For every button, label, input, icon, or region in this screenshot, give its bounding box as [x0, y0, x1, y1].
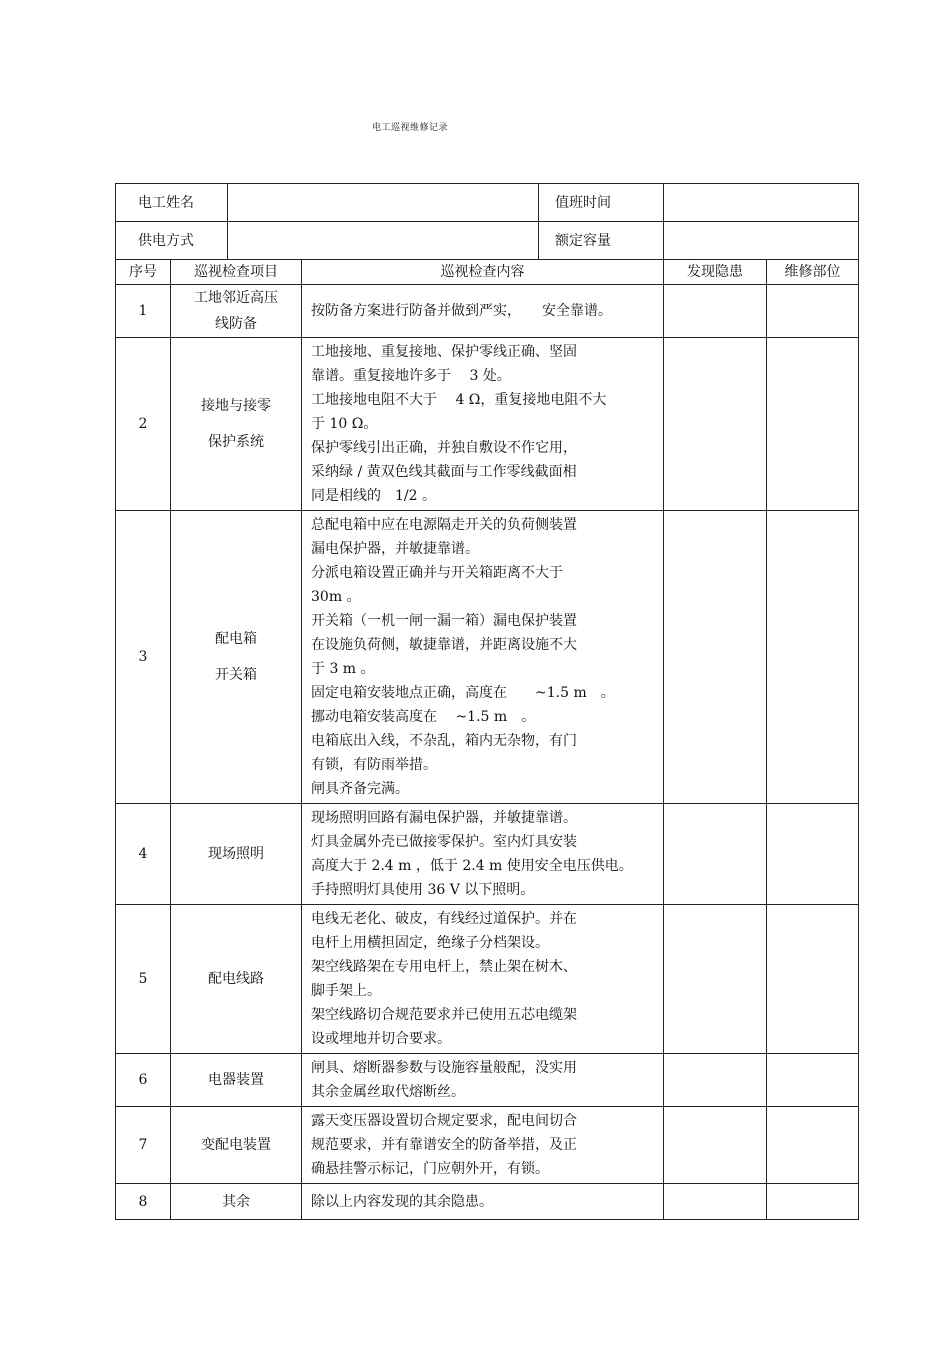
row-content	[302, 905, 664, 1054]
row-content-line: 灯具金属外壳已做接零保护。室内灯具安装	[311, 834, 577, 850]
row-repair-cell[interactable]	[767, 1107, 859, 1184]
row-seq: 6	[116, 1054, 171, 1107]
row-repair-cell[interactable]	[767, 905, 859, 1054]
rated-capacity-value[interactable]	[664, 222, 859, 260]
shift-time-label: 值班时间	[539, 184, 664, 222]
header-hazard: 发现隐患	[664, 260, 767, 285]
row-item-line: 现场照明	[208, 846, 264, 862]
row-content-line: 现场照明回路有漏电保护器，并敏捷靠谱。	[311, 810, 577, 826]
row-hazard-cell[interactable]	[664, 905, 767, 1054]
table-row	[116, 511, 859, 804]
row-content-line: 电线无老化、破皮，有线经过道保护。并在	[311, 911, 577, 927]
header-repair: 维修部位	[767, 260, 859, 285]
info-row-2	[116, 222, 859, 260]
row-repair-cell[interactable]	[767, 804, 859, 905]
inspection-record-table	[115, 183, 859, 1220]
row-content-line: 脚手架上。	[311, 983, 381, 999]
row-content-line: 漏电保护器，并敏捷靠谱。	[311, 541, 479, 557]
table-row	[116, 1054, 859, 1107]
row-content-line: 同是相线的 1/2 。	[311, 488, 436, 504]
row-content-line: 工地接地电阻不大于 4 Ω，重复接地电阻不大	[311, 392, 607, 408]
row-content-line: 架空线路架在专用电杆上，禁止架在树木、	[311, 959, 577, 975]
row-content	[302, 285, 664, 338]
row-item	[171, 905, 302, 1054]
row-hazard-cell[interactable]	[664, 338, 767, 511]
row-seq: 3	[116, 511, 171, 804]
row-item-line: 配电线路	[208, 971, 264, 987]
row-hazard-cell[interactable]	[664, 1054, 767, 1107]
row-item	[171, 285, 302, 338]
row-content-line: 手持照明灯具使用 36 V 以下照明。	[311, 882, 535, 898]
row-hazard-cell[interactable]	[664, 804, 767, 905]
row-content	[302, 338, 664, 511]
table-row	[116, 285, 859, 338]
row-seq: 8	[116, 1184, 171, 1220]
row-hazard-cell[interactable]	[664, 285, 767, 338]
row-content-line: 规范要求，并有靠谱安全的防备举措，及正	[311, 1137, 577, 1153]
table-row	[116, 1184, 859, 1220]
row-content-line: 闸具、熔断器参数与设施容量般配，没实用	[311, 1060, 577, 1076]
row-item	[171, 1184, 302, 1220]
row-content-line: 闸具齐备完满。	[311, 781, 409, 797]
row-item	[171, 1054, 302, 1107]
power-supply-label: 供电方式	[116, 222, 228, 260]
header-row	[116, 260, 859, 285]
row-content-line: 工地接地、重复接地、保护零线正确、坚固	[311, 344, 577, 360]
electrician-name-value[interactable]	[228, 184, 539, 222]
row-content-line: 于 3 m 。	[311, 661, 375, 677]
row-item-line: 接地与接零	[201, 398, 271, 414]
row-content-line: 架空线路切合规范要求并已使用五芯电缆架	[311, 1007, 577, 1023]
row-content	[302, 1054, 664, 1107]
row-content-line: 电杆上用横担固定，绝缘子分档架设。	[311, 935, 549, 951]
header-content: 巡视检查内容	[302, 260, 664, 285]
row-repair-cell[interactable]	[767, 1184, 859, 1220]
row-content	[302, 1184, 664, 1220]
row-content-line: 除以上内容发现的其余隐患。	[311, 1193, 493, 1210]
row-item-line: 配电箱	[215, 631, 257, 647]
row-item-line: 其余	[222, 1193, 250, 1210]
row-content	[302, 1107, 664, 1184]
row-content-line: 固定电箱安装地点正确，高度在 ~1.5 m 。	[311, 685, 615, 701]
row-item-line: 开关箱	[215, 667, 257, 683]
row-repair-cell[interactable]	[767, 1054, 859, 1107]
row-seq: 5	[116, 905, 171, 1054]
row-content-line: 按防备方案进行防备并做到严实， 安全靠谱。	[311, 303, 612, 319]
row-content	[302, 511, 664, 804]
row-content-line: 在设施负荷侧，敏捷靠谱，并距离设施不大	[311, 637, 577, 653]
row-content-line: 高度大于 2.4 m ，低于 2.4 m 使用安全电压供电。	[311, 858, 633, 874]
row-repair-cell[interactable]	[767, 285, 859, 338]
row-repair-cell[interactable]	[767, 511, 859, 804]
document-title: 电工巡视维修记录	[371, 123, 448, 133]
row-content-line: 其余金属丝取代熔断丝。	[311, 1084, 465, 1100]
header-seq: 序号	[116, 260, 171, 285]
info-row-1	[116, 184, 859, 222]
row-item	[171, 804, 302, 905]
shift-time-value[interactable]	[664, 184, 859, 222]
row-content-line: 露天变压器设置切合规定要求，配电间切合	[311, 1113, 577, 1129]
row-seq: 1	[116, 285, 171, 338]
row-content-line: 于 10 Ω。	[311, 416, 378, 432]
rated-capacity-label: 额定容量	[539, 222, 664, 260]
row-content-line: 电箱底出入线，不杂乱，箱内无杂物，有门	[311, 733, 577, 749]
row-hazard-cell[interactable]	[664, 1184, 767, 1220]
row-item-line: 变配电装置	[201, 1137, 271, 1153]
row-hazard-cell[interactable]	[664, 511, 767, 804]
table-row	[116, 804, 859, 905]
row-content-line: 总配电箱中应在电源隔走开关的负荷侧装置	[311, 517, 577, 533]
row-content-line: 分派电箱设置正确并与开关箱距离不大于	[311, 565, 563, 581]
row-item-line: 保护系统	[208, 434, 264, 450]
row-content-line: 保护零线引出正确，并独自敷设不作它用，	[311, 440, 577, 456]
row-item	[171, 1107, 302, 1184]
row-content-line: 采纳绿 / 黄双色线其截面与工作零线截面相	[311, 464, 577, 480]
row-seq: 4	[116, 804, 171, 905]
row-content-line: 30m 。	[311, 589, 361, 605]
table-row	[116, 1107, 859, 1184]
row-content-line: 开关箱（一机一闸一漏一箱）漏电保护装置	[311, 613, 577, 629]
table-row	[116, 338, 859, 511]
row-seq: 2	[116, 338, 171, 511]
power-supply-value[interactable]	[228, 222, 539, 260]
row-content	[302, 804, 664, 905]
row-item-line: 线防备	[215, 316, 257, 332]
row-item	[171, 338, 302, 511]
row-content-line: 有锁，有防雨举措。	[311, 757, 437, 773]
header-item: 巡视检查项目	[171, 260, 302, 285]
electrician-name-label: 电工姓名	[116, 184, 228, 222]
row-hazard-cell[interactable]	[664, 1107, 767, 1184]
row-item-line: 工地邻近高压	[194, 290, 278, 306]
row-content-line: 设或埋地并切合要求。	[311, 1031, 451, 1047]
row-item-line: 电器装置	[208, 1072, 264, 1088]
row-content-line: 靠谱。重复接地许多于 3 处。	[311, 368, 511, 384]
table-row	[116, 905, 859, 1054]
row-item	[171, 511, 302, 804]
row-seq: 7	[116, 1107, 171, 1184]
row-content-line: 挪动电箱安装高度在 ~1.5 m 。	[311, 709, 536, 725]
row-repair-cell[interactable]	[767, 338, 859, 511]
row-content-line: 确悬挂警示标记，门应朝外开，有锁。	[311, 1161, 549, 1177]
